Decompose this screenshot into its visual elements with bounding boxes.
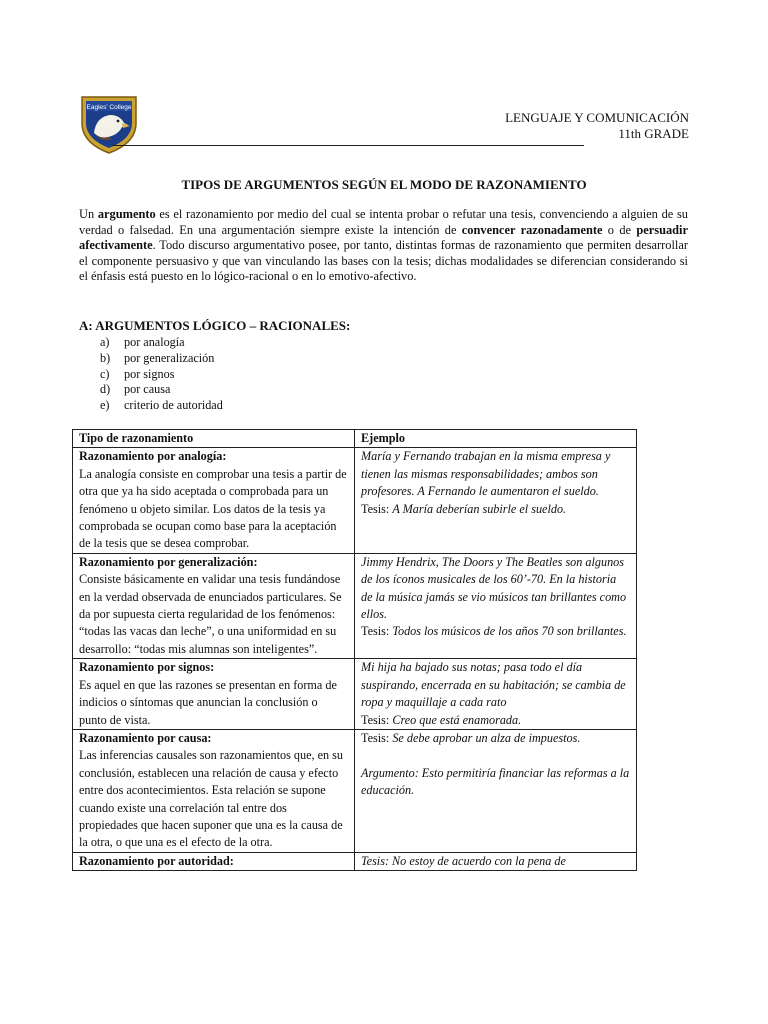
- table-row: [73, 852, 637, 870]
- table-row: [73, 553, 637, 658]
- reasoning-cell: Razonamiento por signos: Es aquel en que las razones se presentan en forma de indicios o síntomas que anuncian la conclusión o punto de vista.: [73, 659, 355, 730]
- reasoning-cell: Razonamiento por causa: Las inferencias causales son razonamientos que, en su conclusión, establecen una relación de causa y efecto entre dos acontecimientos. Esta relación se supone cuando existe una correlación tal entre dos propiedades que hacen suponer que una es la causa de la otra, o que una es el efecto de la otra.: [73, 729, 355, 852]
- section-a-heading: A: ARGUMENTOS LÓGICO – RACIONALES:: [79, 318, 351, 333]
- table-row: [73, 659, 637, 730]
- example-cell: Jimmy Hendrix, The Doors y The Beatles son algunos de los íconos musicales de los 60’-70. En la historia de la música jamás se vio músicos tan brillantes como ellos. Tesis: Todos los músicos de los años 70 son brillantes.: [355, 553, 637, 658]
- intro-paragraph: Un argumento es el razonamiento por medio del cual se intenta probar o refutar una tesis, convenciendo a alguien de su verdad o falsedad. En una argumentación siempre existe la intención de convencer razonadamente o de persuadir afectivamente. Todo discurso argumentativo posee, por tanto, distintas formas de razonamiento que permiten desarrollar el componente persuasivo y que van vinculando las bases con la tesis; dichas modalidades se diferencian considerando si el énfasis está puesto en lo lógico-racional o en lo emotivo-afectivo.: [79, 207, 688, 284]
- table-header-row: [73, 430, 637, 448]
- example-cell: Mi hija ha bajado sus notas; pasa todo el día suspirando, encerrada en su habitación; se cambia de ropa y maquillaje a cada rato Tesis: Creo que está enamorada.: [355, 659, 637, 730]
- list-item: a) por analogía: [100, 335, 185, 349]
- column-header-example: Ejemplo: [355, 430, 637, 448]
- list-item: b) por generalización: [100, 350, 215, 365]
- page-title: TIPOS DE ARGUMENTOS SEGÚN EL MODO DE RAZONAMIENTO: [181, 177, 587, 192]
- list-item: c) por signos: [100, 366, 175, 381]
- column-header-type: Tipo de razonamiento: [73, 430, 355, 448]
- reasoning-cell: Razonamiento por analogía: La analogía consiste en comprobar una tesis a partir de otra que ya ha sido aceptada o comprobada para un fenómeno u objeto similar. Los datos de la tesis ya comprobada se ocupan como base para la aceptación de la tesis que se desea comprobar.: [73, 448, 355, 553]
- table-row: [73, 448, 637, 553]
- example-cell: Tesis: No estoy de acuerdo con la pena de: [355, 852, 637, 870]
- list-item: e) criterio de autoridad: [100, 398, 223, 413]
- reasoning-types-list: [100, 335, 223, 414]
- list-item: d) por causa: [100, 382, 171, 397]
- reasoning-cell: Razonamiento por generalización: Consiste básicamente en validar una tesis fundándose en la verdad observada de enunciados particulares. Se da por supuesta cierta regularidad de los fenómenos: “todas las vacas dan leche”, o una uniformidad en su desarrollo: “todas mis alumnas son inteligentes”.: [73, 553, 355, 658]
- logo-text: Eagles' College: [86, 104, 132, 111]
- example-cell: Tesis: Se debe aprobar un alza de impuestos. Argumento: Esto permitiría financiar las reformas a la educación.: [355, 729, 637, 852]
- grade-label: 11th GRADE: [618, 126, 689, 141]
- table-row: [73, 729, 637, 852]
- reasoning-table: [72, 429, 637, 871]
- reasoning-cell: Razonamiento por autoridad:: [73, 852, 355, 870]
- header-info: [505, 110, 689, 142]
- example-cell: María y Fernando trabajan en la misma empresa y tienen las mismas responsabilidades; ambos son profesores. A Fernando le aumentaron el sueldo. Tesis: A María deberían subirle el sueldo.: [355, 448, 637, 553]
- subject-label: LENGUAJE Y COMUNICACIÓN: [505, 110, 689, 125]
- name-underline: [112, 145, 584, 146]
